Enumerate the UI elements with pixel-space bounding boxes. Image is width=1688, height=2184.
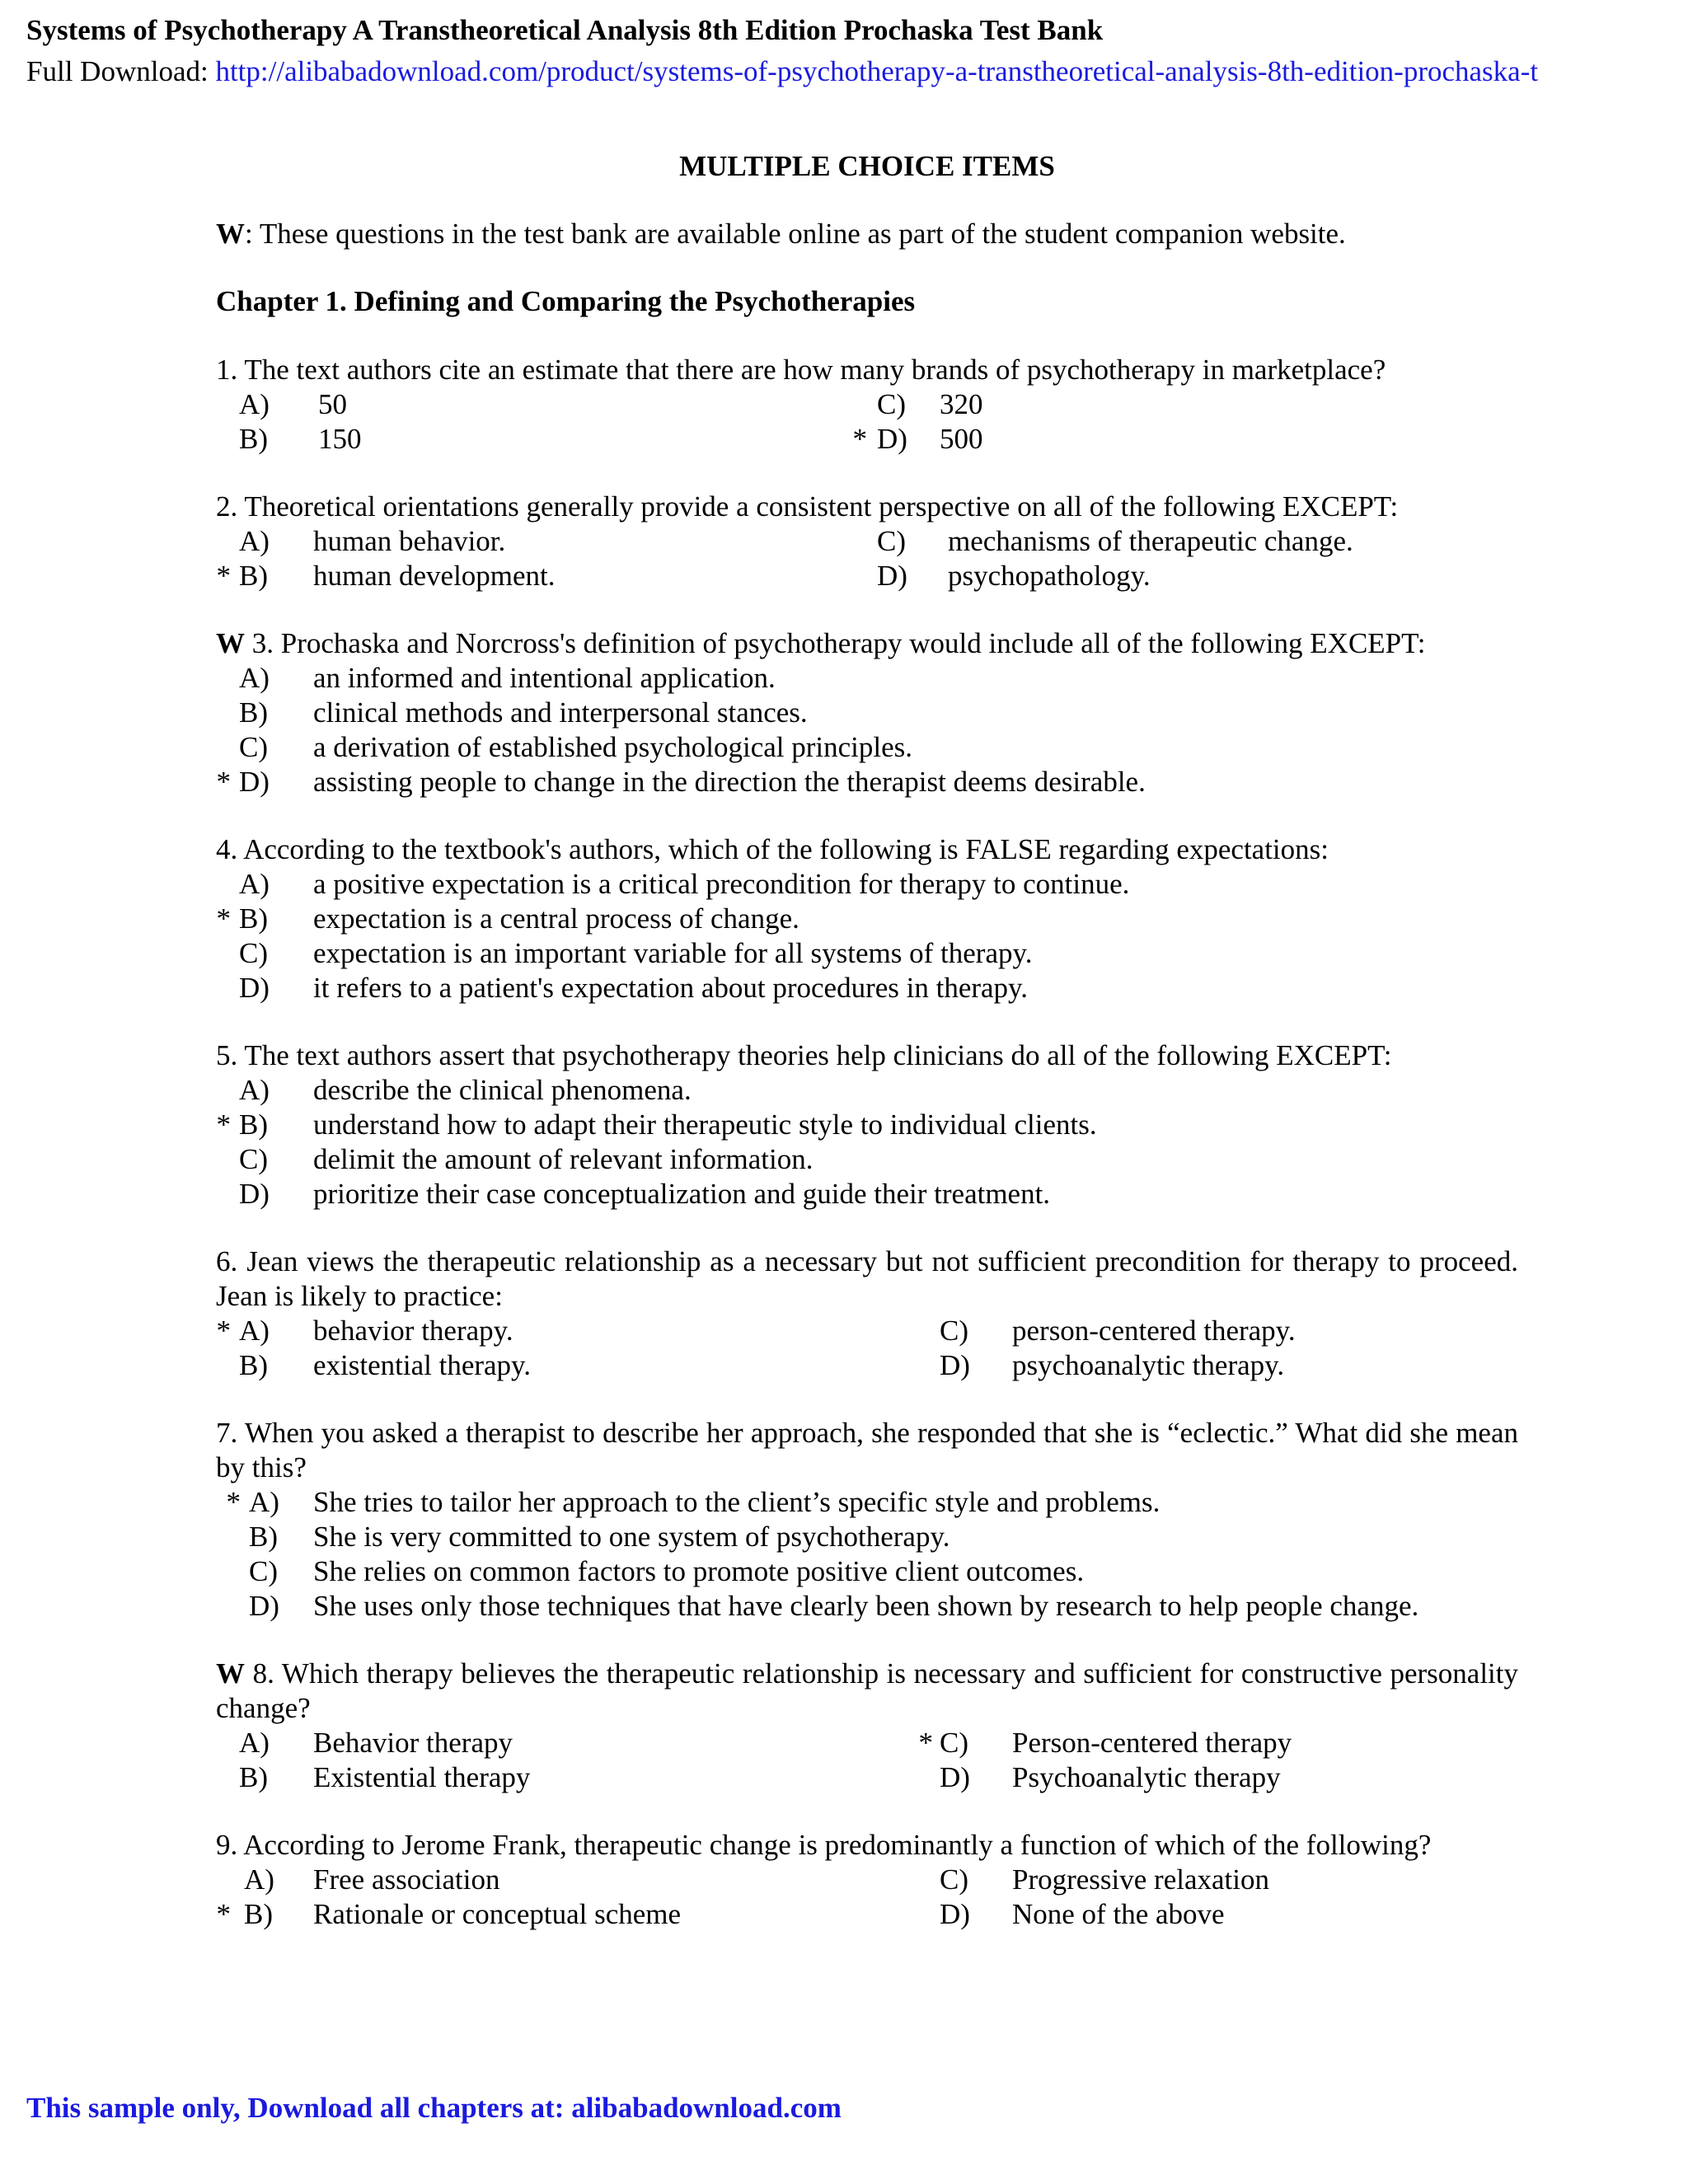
option-text: delimit the amount of relevant information. [313,1143,814,1175]
correct-answer-marker: * [216,766,231,798]
note-marker: W [216,218,245,250]
correct-answer-marker: * [226,1486,241,1518]
download-line [26,51,1688,92]
option-text: it refers to a patient's expectation about procedures in therapy. [313,972,1029,1004]
answer-option [216,1142,1518,1177]
question-list [216,353,1518,1932]
answer-options [216,1726,1518,1795]
answer-option [216,1726,1518,1760]
correct-answer-marker: * [918,1727,933,1759]
option-letter: A) [239,662,270,694]
option-letter: B) [239,902,268,935]
answer-options [216,1314,1518,1383]
option-letter: C) [877,388,906,420]
answer-options [216,1485,1518,1624]
option-letter: D) [940,1349,970,1381]
option-text: None of the above [1012,1898,1225,1930]
question-2 [216,490,1518,593]
option-text: 50 [318,388,347,420]
option-letter: B) [239,560,268,592]
answer-option [216,1108,1518,1142]
option-text: Existential therapy [313,1761,531,1793]
question-text: 4. According to the textbook's authors, which of the following is FALSE regarding expectations: [216,833,1329,865]
answer-options [216,661,1518,799]
option-row [216,1348,1518,1383]
option-letter: B) [239,1349,268,1381]
option-text: Rationale or conceptual scheme [313,1898,682,1930]
option-letter: D) [249,1590,279,1622]
answer-option [216,422,1518,457]
option-text: person-centered therapy. [1012,1315,1296,1347]
answer-option [216,1589,1518,1624]
option-letter: C) [940,1727,968,1759]
document-title: Systems of Psychotherapy A Transtheoretical Analysis 8th Edition Prochaska Test Bank [26,14,1104,46]
answer-option [216,1554,1518,1589]
question-stem [216,1657,1518,1726]
question-text: 2. Theoretical orientations generally provide a consistent perspective on all of the following EXCEPT: [216,490,1399,523]
answer-options [216,387,1518,457]
option-text: human behavior. [313,525,506,557]
answer-options [216,867,1518,1005]
option-letter: D) [940,1898,970,1930]
option-text: expectation is an important variable for all systems of therapy. [313,937,1033,969]
answer-option [216,1897,1518,1932]
option-text: a positive expectation is a critical precondition for therapy to continue. [313,868,1130,900]
question-stem [216,1416,1518,1485]
option-row [216,524,1518,559]
question-4 [216,832,1518,1005]
option-letter: C) [940,1863,968,1896]
option-row [216,1760,1518,1795]
answer-option [216,1073,1518,1108]
question-stem [216,626,1518,661]
download-link[interactable]: http://alibabadownload.com/product/systems-of-psychotherapy-a-transtheoretical-analysis-8th-edition-prochaska-t [215,55,1539,87]
option-letter: C) [239,731,268,763]
question-text: 8. Which therapy believes the therapeutic relationship is necessary and sufficient for constructive personality change? [216,1657,1518,1724]
option-text: Person-centered therapy [1012,1727,1292,1759]
option-text: She tries to tailor her approach to the client’s specific style and problems. [313,1486,1160,1518]
option-letter: B) [239,1108,268,1141]
footer-banner[interactable]: This sample only, Download all chapters at: alibabadownload.com [26,2092,842,2124]
test-bank-body [216,148,1518,1932]
question-8 [216,1657,1518,1795]
option-letter: D) [239,972,270,1004]
web-marker: W [216,627,245,659]
option-row [216,1314,1518,1348]
question-1 [216,353,1518,457]
option-letter: A) [239,1315,270,1347]
option-text: Progressive relaxation [1012,1863,1269,1896]
option-text: mechanisms of therapeutic change. [948,525,1353,557]
answer-option [216,765,1518,799]
option-letter: B) [239,423,268,455]
question-stem [216,490,1518,524]
option-text: She is very committed to one system of psychotherapy. [313,1521,950,1553]
option-letter: D) [877,423,907,455]
question-stem [216,832,1518,867]
answer-option [216,1760,1518,1795]
option-text: She relies on common factors to promote positive client outcomes. [313,1555,1085,1587]
option-text: Behavior therapy [313,1727,513,1759]
option-text: prioritize their case conceptualization and guide their treatment. [313,1178,1051,1210]
question-text: 7. When you asked a therapist to describe her approach, she responded that she is “eclectic.” What did she mean by this? [216,1417,1518,1483]
option-letter: A) [249,1486,279,1518]
option-letter: C) [239,937,268,969]
document-header [26,10,1675,92]
option-letter: C) [249,1555,278,1587]
web-marker: W [216,1657,245,1690]
question-text: 3. Prochaska and Norcross's definition of psychotherapy would include all of the following EXCEPT: [245,627,1426,659]
option-text: Psychoanalytic therapy [1012,1761,1281,1793]
question-text: 1. The text authors cite an estimate that there are how many brands of psychotherapy in marketplace? [216,354,1386,386]
option-text: understand how to adapt their therapeutic style to individual clients. [313,1108,1097,1141]
answer-option [216,1348,1518,1383]
question-stem [216,353,1518,387]
option-letter: B) [239,1761,268,1793]
answer-option [216,1314,1518,1348]
answer-options [216,524,1518,593]
correct-answer-marker: * [852,423,867,455]
option-letter: B) [239,696,268,729]
option-letter: B) [244,1898,273,1930]
answer-options [216,1073,1518,1212]
option-text: psychopathology. [948,560,1151,592]
answer-option [216,1485,1518,1520]
correct-answer-marker: * [216,1898,231,1930]
option-text: an informed and intentional application. [313,662,776,694]
option-text: psychoanalytic therapy. [1012,1349,1285,1381]
answer-options [216,1863,1518,1932]
option-text: assisting people to change in the direction the therapist deems desirable. [313,766,1146,798]
question-6 [216,1244,1518,1383]
option-letter: C) [877,525,906,557]
option-letter: A) [239,388,270,420]
note-text: : These questions in the test bank are available online as part of the student companion website. [245,218,1346,250]
answer-option [216,1520,1518,1554]
answer-option [216,867,1518,902]
answer-option [216,971,1518,1005]
answer-option [216,524,1518,559]
correct-answer-marker: * [216,1108,231,1141]
question-3 [216,626,1518,799]
question-stem [216,1038,1518,1073]
question-5 [216,1038,1518,1212]
option-text: clinical methods and interpersonal stances. [313,696,808,729]
option-text: 320 [940,388,983,420]
option-text: a derivation of established psychological principles. [313,731,913,763]
option-letter: A) [239,525,270,557]
answer-option [216,936,1518,971]
option-letter: C) [940,1315,968,1347]
option-row [216,559,1518,593]
answer-option [216,661,1518,696]
answer-option [216,559,1518,593]
correct-answer-marker: * [216,1315,231,1347]
option-text: Free association [313,1863,500,1896]
section-heading: MULTIPLE CHOICE ITEMS [679,150,1055,182]
option-letter: A) [244,1863,274,1896]
option-letter: D) [239,766,270,798]
answer-option [216,1863,1518,1897]
question-text: 9. According to Jerome Frank, therapeutic change is predominantly a function of which of the following? [216,1829,1432,1861]
option-letter: D) [940,1761,970,1793]
option-letter: A) [239,1727,270,1759]
question-stem [216,1244,1518,1314]
answer-option [216,696,1518,730]
question-7 [216,1416,1518,1624]
answer-option [216,1177,1518,1212]
correct-answer-marker: * [216,902,231,935]
answer-option [216,730,1518,765]
download-label: Full Download: [26,55,216,87]
website-note [216,216,1518,252]
option-letter: D) [239,1178,270,1210]
option-text: 500 [940,423,983,455]
option-row [216,1897,1518,1932]
option-row [216,1726,1518,1760]
option-row [216,422,1518,457]
option-row [216,1863,1518,1897]
answer-option [216,387,1518,422]
option-text: She uses only those techniques that have clearly been shown by research to help people change. [313,1590,1419,1622]
option-letter: C) [239,1143,268,1175]
correct-answer-marker: * [216,560,231,592]
option-text: describe the clinical phenomena. [313,1074,692,1106]
option-letter: D) [877,560,907,592]
question-text: 5. The text authors assert that psychotherapy theories help clinicians do all of the following EXCEPT: [216,1039,1392,1071]
question-9 [216,1828,1518,1932]
option-text: human development. [313,560,556,592]
option-letter: A) [239,1074,270,1106]
chapter-heading: Chapter 1. Defining and Comparing the Psychotherapies [216,285,916,317]
option-text: 150 [318,423,362,455]
option-letter: B) [249,1521,278,1553]
option-text: behavior therapy. [313,1315,513,1347]
option-letter: A) [239,868,270,900]
option-text: expectation is a central process of change. [313,902,799,935]
option-text: existential therapy. [313,1349,532,1381]
option-row [216,387,1518,422]
answer-option [216,902,1518,936]
question-text: 6. Jean views the therapeutic relationship as a necessary but not sufficient precondition for therapy to proceed. Jean is likely to practice: [216,1245,1518,1312]
question-stem [216,1828,1518,1863]
